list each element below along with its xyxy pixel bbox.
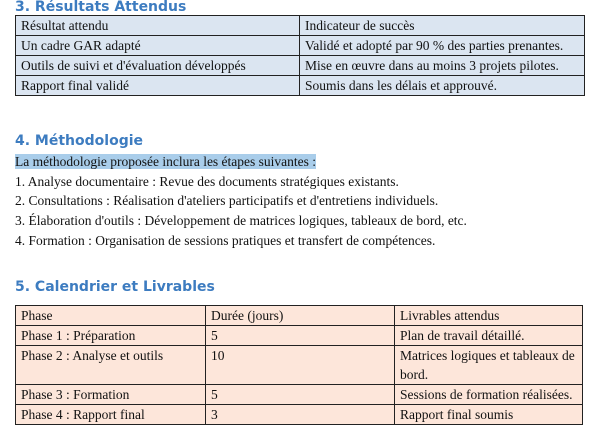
list-item: 1. Analyse documentaire : Revue des documents stratégiques existants. bbox=[15, 174, 399, 189]
table-row bbox=[16, 405, 583, 425]
cell: Sessions de formation réalisées. bbox=[395, 385, 583, 405]
cell: Phase 4 : Rapport final bbox=[16, 405, 206, 425]
cell: Phase 2 : Analyse et outils bbox=[16, 346, 206, 385]
table-row bbox=[16, 346, 583, 385]
list-item: 2. Consultations : Réalisation d'ateliers participatifs et d'entretiens individuels. bbox=[15, 193, 439, 208]
results-table bbox=[15, 15, 585, 96]
cell: Matrices logiques et tableaux de bord. bbox=[395, 346, 583, 385]
table-row bbox=[16, 36, 585, 56]
table-header-row bbox=[16, 16, 585, 36]
cell: Rapport final validé bbox=[16, 76, 300, 96]
table-row bbox=[16, 385, 583, 405]
list-item: 3. Élaboration d'outils : Développement de matrices logiques, tableaux de bord, etc. bbox=[15, 213, 467, 228]
cell: 3 bbox=[206, 405, 395, 425]
cell: Phase 1 : Préparation bbox=[16, 326, 206, 346]
cell: Soumis dans les délais et approuvé. bbox=[300, 76, 585, 96]
header-cell: Livrables attendus bbox=[395, 306, 583, 326]
section-5-heading: 5. Calendrier et Livrables bbox=[15, 279, 215, 295]
section-4-heading: 4. Méthodologie bbox=[15, 133, 144, 149]
table-row bbox=[16, 56, 585, 76]
cell: 10 bbox=[206, 346, 395, 385]
header-cell: Résultat attendu bbox=[16, 16, 300, 36]
list-item: 4. Formation : Organisation de sessions pratiques et transfert de compétences. bbox=[15, 233, 436, 248]
cell: Outils de suivi et d'évaluation développés bbox=[16, 56, 300, 76]
section-3-heading: 3. Résultats Attendus bbox=[15, 0, 187, 15]
cell: Un cadre GAR adapté bbox=[16, 36, 300, 56]
methodology-intro: La méthodologie proposée inclura les étapes suivantes : bbox=[15, 154, 317, 169]
cell: Phase 3 : Formation bbox=[16, 385, 206, 405]
table-header-row bbox=[16, 306, 583, 326]
table-row bbox=[16, 76, 585, 96]
header-cell: Durée (jours) bbox=[206, 306, 395, 326]
header-cell: Phase bbox=[16, 306, 206, 326]
cell: Plan de travail détaillé. bbox=[395, 326, 583, 346]
schedule-table bbox=[15, 305, 583, 425]
cell: Validé et adopté par 90 % des parties prenantes. bbox=[300, 36, 585, 56]
table-row bbox=[16, 326, 583, 346]
cell: 5 bbox=[206, 385, 395, 405]
cell: 5 bbox=[206, 326, 395, 346]
header-cell: Indicateur de succès bbox=[300, 16, 585, 36]
cell: Rapport final soumis bbox=[395, 405, 583, 425]
cell: Mise en œuvre dans au moins 3 projets pilotes. bbox=[300, 56, 585, 76]
